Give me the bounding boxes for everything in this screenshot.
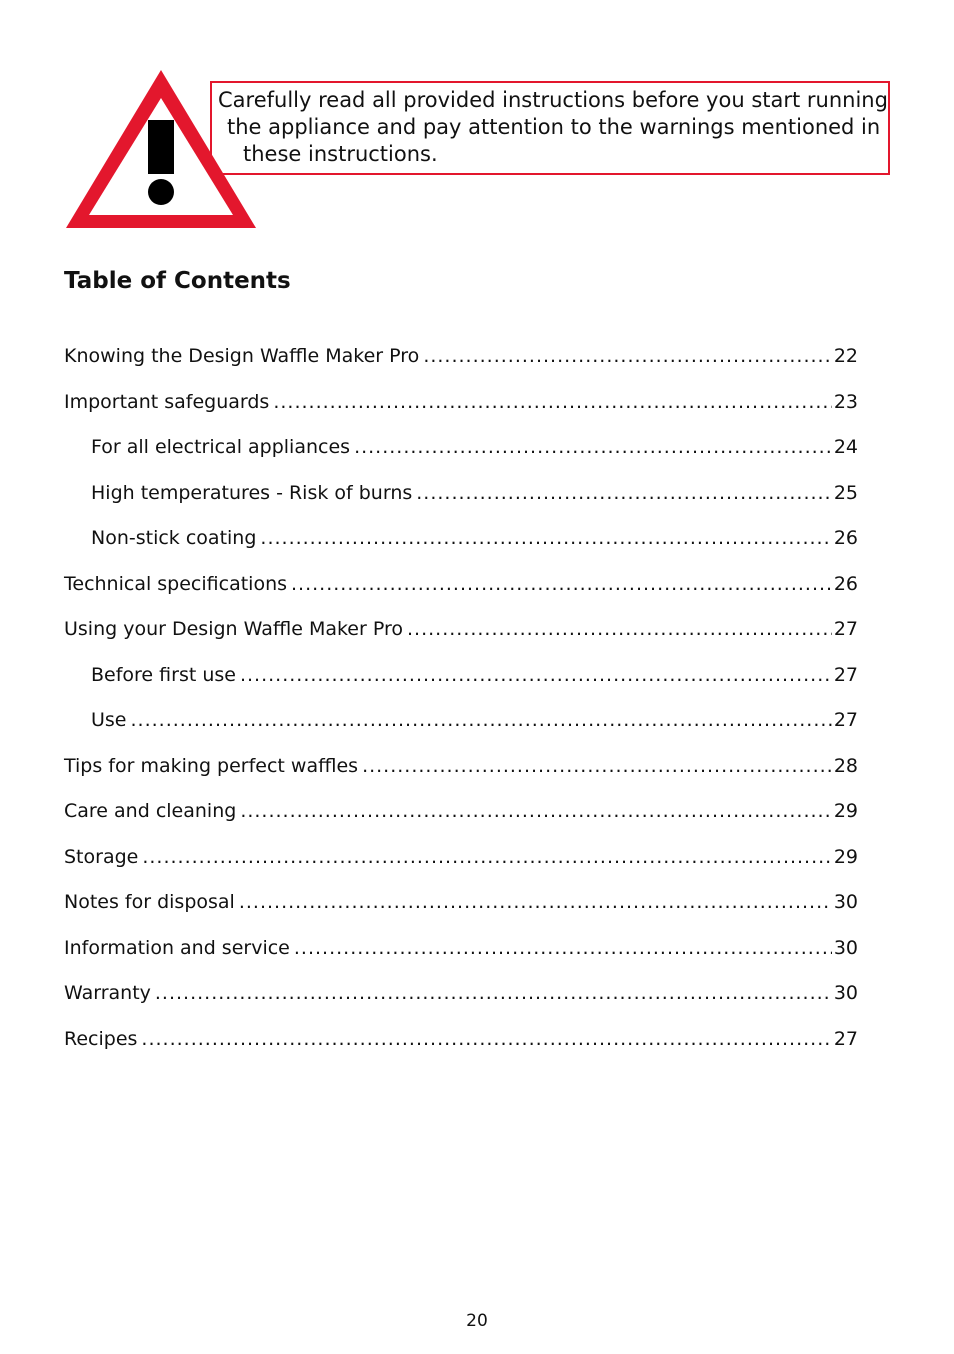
- toc-dot-leader: [240, 798, 832, 824]
- toc-entry-page-number: 26: [833, 572, 858, 595]
- toc-entry-page-number: 22: [833, 345, 858, 367]
- toc-dot-leader: [362, 753, 832, 779]
- toc-entry[interactable]: [64, 616, 858, 662]
- toc-entry-label: Care and cleaning: [64, 800, 237, 822]
- toc-entry-page-number: 30: [833, 936, 858, 959]
- warning-text-line-3: these instructions.: [243, 142, 438, 166]
- toc-dot-leader: [131, 707, 832, 733]
- warning-text-line-1: Carefully read all provided instructions before you start running: [218, 88, 888, 112]
- toc-entry-page-number: 27: [833, 709, 858, 731]
- toc-entry-page-number: 27: [833, 618, 858, 640]
- toc-entry-label: Use: [91, 709, 127, 731]
- toc-entry-label: Using your Design Waffle Maker Pro: [64, 618, 403, 640]
- toc-dot-leader: [240, 662, 832, 688]
- toc-dot-leader: [354, 434, 832, 460]
- toc-entry-page-number: 28: [833, 754, 858, 777]
- toc-entry-label: Storage: [64, 845, 139, 868]
- toc-entry[interactable]: [64, 434, 858, 480]
- table-of-contents: [64, 343, 858, 1071]
- toc-entry[interactable]: [64, 844, 858, 890]
- toc-entry[interactable]: [64, 480, 858, 526]
- toc-entry-label: Tips for making perfect waffles: [64, 754, 359, 777]
- toc-title: Table of Contents: [64, 268, 291, 294]
- toc-entry-label: For all electrical appliances: [91, 436, 351, 458]
- toc-entry-page-number: 29: [833, 845, 858, 868]
- toc-entry-label: Important safeguards: [64, 390, 270, 413]
- toc-entry[interactable]: [64, 753, 858, 799]
- toc-dot-leader: [155, 980, 832, 1006]
- toc-entry-page-number: 29: [833, 800, 858, 822]
- toc-entry-page-number: 23: [833, 390, 858, 413]
- toc-entry[interactable]: [64, 980, 858, 1026]
- toc-dot-leader: [407, 616, 832, 642]
- toc-entry-page-number: 27: [833, 663, 858, 686]
- toc-entry[interactable]: [64, 889, 858, 935]
- toc-entry-label: Recipes: [64, 1027, 138, 1050]
- toc-entry-page-number: 25: [833, 481, 858, 504]
- toc-entry-label: Technical specifications: [64, 572, 288, 595]
- toc-entry-page-number: 24: [833, 436, 858, 458]
- toc-dot-leader: [294, 935, 832, 961]
- toc-entry-page-number: 30: [833, 891, 858, 913]
- toc-entry[interactable]: [64, 935, 858, 981]
- toc-entry-page-number: 27: [833, 1027, 858, 1050]
- toc-entry[interactable]: [64, 707, 858, 753]
- toc-dot-leader: [260, 525, 831, 551]
- toc-dot-leader: [141, 1026, 831, 1052]
- toc-entry-label: Notes for disposal: [64, 891, 235, 913]
- toc-entry-label: High temperatures - Risk of burns: [91, 481, 413, 504]
- toc-dot-leader: [239, 889, 832, 915]
- toc-entry-label: Information and service: [64, 936, 290, 959]
- toc-entry-label: Before first use: [91, 663, 236, 686]
- toc-entry-label: Warranty: [64, 982, 151, 1004]
- toc-entry[interactable]: [64, 798, 858, 844]
- toc-entry[interactable]: [64, 571, 858, 617]
- toc-dot-leader: [142, 844, 831, 870]
- toc-dot-leader: [423, 343, 832, 369]
- warning-notice: [0, 0, 954, 240]
- toc-entry[interactable]: [64, 525, 858, 571]
- toc-entry-label: Knowing the Design Waffle Maker Pro: [64, 345, 420, 367]
- page-number: 20: [466, 1311, 488, 1331]
- toc-entry[interactable]: [64, 389, 858, 435]
- toc-entry-label: Non-stick coating: [91, 527, 257, 549]
- toc-dot-leader: [291, 571, 832, 597]
- toc-entry-page-number: 26: [833, 527, 858, 549]
- warning-text-line-2: the appliance and pay attention to the warnings mentioned in: [227, 115, 881, 139]
- toc-entry-page-number: 30: [833, 982, 858, 1004]
- toc-dot-leader: [273, 389, 831, 415]
- toc-entry[interactable]: [64, 662, 858, 708]
- warning-text-box: [210, 81, 890, 175]
- toc-entry[interactable]: [64, 343, 858, 389]
- toc-entry[interactable]: [64, 1026, 858, 1072]
- toc-dot-leader: [416, 480, 832, 506]
